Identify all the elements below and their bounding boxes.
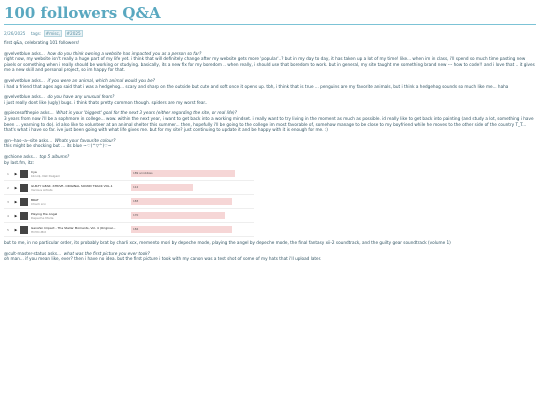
plays-label: 170: [133, 213, 139, 218]
title-divider: [4, 24, 536, 25]
album-cover: [20, 226, 28, 234]
asker: @velvetblue asks...: [4, 94, 45, 100]
asker: @velvetblue asks...: [4, 50, 45, 56]
chart-rank: 2: [7, 185, 9, 190]
top-albums-chart: [4, 167, 254, 237]
post-date: 2/26/2025: [4, 31, 26, 36]
tag-2025[interactable]: #2025: [66, 31, 81, 36]
chart-row: [4, 195, 254, 209]
plays-bar-track: [131, 212, 241, 219]
plays-label: 183: [133, 199, 139, 204]
chart-rank: 1: [7, 171, 9, 176]
album-title[interactable]: BRAT: [31, 197, 39, 202]
question-text: do you have any unusual fears?: [47, 94, 115, 100]
post-intro: first q&a, celebrating 101 followers!: [4, 40, 80, 45]
question-text: how do you think owning a website has impacted you as a person so far?: [47, 50, 202, 56]
plays-bar-track: [131, 170, 241, 177]
question-text: what was the first picture you ever took?: [63, 250, 150, 256]
album-info: [31, 170, 131, 178]
album-cover: [20, 170, 28, 178]
album-cover: [20, 212, 28, 220]
asker: @velvetblue asks...: [4, 77, 45, 83]
plays-bar: [131, 170, 235, 177]
answer-5: this might be shocking but ... its blue ~♡(^▽^)♡~: [4, 143, 112, 149]
album-info: [31, 212, 131, 220]
plays-bar-track: [131, 184, 241, 191]
album-info: [31, 198, 131, 206]
asker: @piecesofthepie asks...: [4, 110, 54, 116]
plays-label: 189 scrobbles: [133, 171, 153, 176]
album-artist[interactable]: HOYO-MiX: [31, 229, 47, 234]
asker: @chione asks...: [4, 153, 37, 159]
plays-bar-track: [131, 198, 241, 205]
play-icon[interactable]: ▶: [14, 227, 18, 232]
answer-3: i just really dont like (ugly) bugs. i think thats pretty common though. spiders are my worst fear..: [4, 99, 208, 105]
answer-last: oh man... if you mean like, ever? then i have no idea. but the first picture i took with my canon was a test shot of some of my hats that i'll upload later.: [4, 256, 322, 262]
plays-bar: [131, 226, 232, 233]
play-icon[interactable]: ▶: [14, 171, 18, 176]
plays-label: 184: [133, 227, 139, 232]
asker: @n--has--a--site asks...: [4, 137, 53, 143]
album-artist[interactable]: Charli xcx: [31, 201, 46, 206]
tags-label: tags:: [30, 31, 42, 36]
chart-row: [4, 167, 254, 181]
chart-rank: 3: [7, 199, 9, 204]
play-icon[interactable]: ▶: [14, 185, 18, 190]
album-info: [31, 226, 131, 234]
album-cover: [20, 198, 28, 206]
album-artist[interactable]: Depeche Mode: [31, 215, 54, 220]
album-title[interactable]: Genshin Impact - The Stellar Moments, Vol. 4 (Original...: [31, 225, 116, 230]
chart-rank: 5: [7, 227, 9, 232]
chart-row: [4, 223, 254, 237]
plays-bar: [131, 184, 193, 191]
tag-misc[interactable]: #misc,: [45, 31, 61, 36]
question-text: top 5 albums?: [39, 153, 70, 159]
question-text: if you were an animal, which animal would you be?: [47, 77, 155, 83]
plays-bar-track: [131, 226, 241, 233]
album-artist[interactable]: bbno$, Nat Dalgam: [31, 173, 61, 178]
play-icon[interactable]: ▶: [14, 199, 18, 204]
album-title[interactable]: Cya: [31, 169, 37, 174]
albums-answer: but to me, in no particular order, its probably brat by charli xcx, memento mori by depeche mode, playing the angel by depeche mode, the final fantasy xii-2 soundtrack, and the guilty gear soundtrack (volume 1): [4, 240, 451, 246]
play-icon[interactable]: ▶: [14, 213, 18, 218]
chart-row: [4, 181, 254, 195]
post-title: 100 followers Q&A: [4, 4, 161, 22]
asker: @cult-master-status asks...: [4, 250, 62, 256]
answer-4: 3 years from now i'll be a sophmore in college... wow. within the next year, i want to get back into a working mindset. i really want to try living in the moment as much as possible. id really like to get back into painting (and study a lot, something i have been ... yearning to do). id also like to volunteer at an animal shelter this summer... then, hopefully i'll be going to the college im most favorable of, somehow manage to be close to my boyfriend while he moves to the other side of the country T_T... that's what i have so far. ive just been going with what life gives me. but for my site? just continuing to update it and be happy with it is enough for me. :): [4, 115, 534, 133]
album-info: [31, 184, 131, 192]
question-text: Whats your favourite colour?: [54, 137, 116, 143]
post-meta: [4, 30, 536, 37]
album-cover: [20, 184, 28, 192]
answer-1: right now, my website isn't really a huge part of my life yet. i think that will definitely change after my website gets more 'popular'..? but in my day to day, it has taken up a lot of my time! like... when im in class, i'll spend so much time pasting new pixels or something when i really should be working or studying. basically, its a new fix for my boredom .. when really, i should use that boredom to work. but in general, my site taught me something brand new --- how to code!! and i love that .. it gives me a new skill and personal project, so im happy for that.: [4, 56, 535, 73]
plays-bar: [131, 198, 232, 205]
plays-bar: [131, 212, 225, 219]
answer-2: i had a friend that ages ago said that i was a hedgehog... scary and sharp on the outside but cute and soft once it opens up. tbh, i think that is true ... penguins are my favorite animals, but i think a hedgehog sounds so much like me... haha: [4, 83, 509, 89]
plays-label: 112: [133, 185, 139, 190]
album-artist[interactable]: Various Artists: [31, 187, 53, 192]
chart-row: [4, 209, 254, 223]
album-title[interactable]: GUILTY GEAR -STRIVE- ORIGINAL SOUND TRACK VOL.1: [31, 183, 113, 188]
album-title[interactable]: Playing the Angel: [31, 211, 58, 216]
albums-source: by last.fm, itz:: [4, 159, 34, 165]
question-text: What is your 'biggest' goal for the next 3 years (either regarding the site, or real life)?: [56, 110, 237, 116]
chart-rank: 4: [7, 213, 9, 218]
